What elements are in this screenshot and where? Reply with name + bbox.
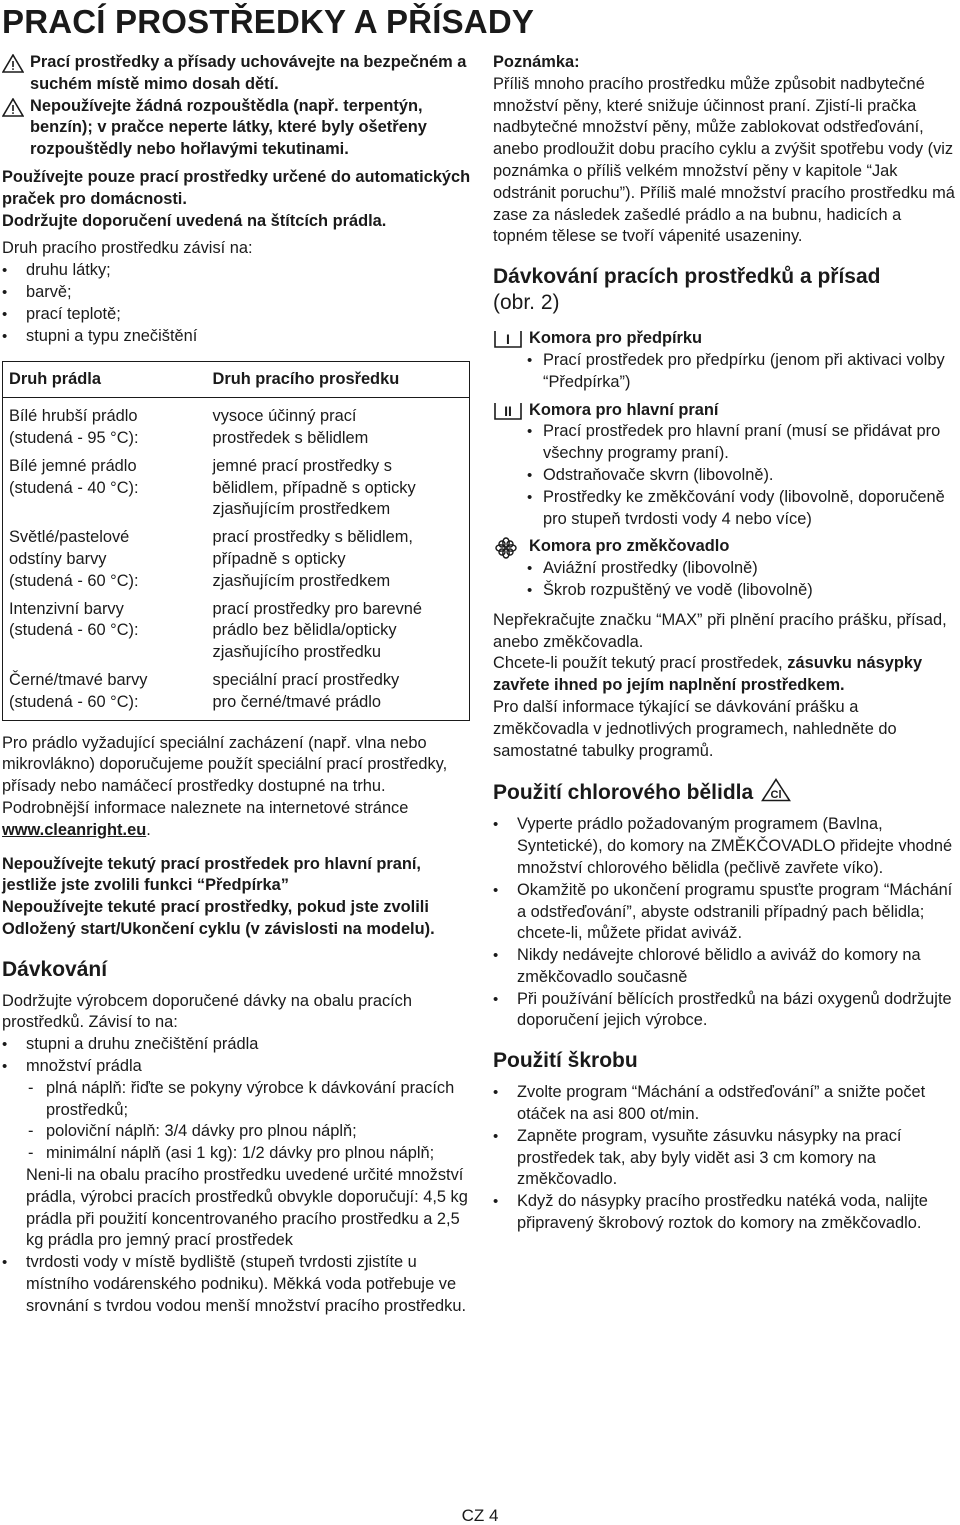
table-header-laundry: Druh prádla bbox=[3, 362, 207, 398]
starch-item: • Zvolte program “Máchání a odstřeďování” a snižte počet otáček na asi 800 ot/min. bbox=[493, 1082, 955, 1126]
chamber-title: Komora pro předpírku bbox=[529, 329, 703, 348]
table-row bbox=[3, 527, 470, 598]
table-cell-detergent: prací prostředky pro barevné prádlo bez bělidla/opticky zjasňujícího prostředku bbox=[212, 599, 423, 662]
dosing-heading: Dávkování bbox=[2, 957, 108, 981]
figure-reference: (obr. 2) bbox=[493, 291, 560, 315]
table-cell-laundry: Černé/tmavé barvy (studená - 60 °C): bbox=[9, 670, 148, 711]
table-cell-detergent: speciální prací prostředky pro černé/tmavé prádlo bbox=[212, 670, 400, 711]
more-info-text: Podrobnější informace naleznete na internetové stránce www.cleanright.eu. bbox=[2, 798, 409, 839]
depends-item: • prací teplotě; bbox=[2, 304, 472, 326]
max-mark-text: Nepřekračujte značku “MAX” při plnění pracího prášku, přísad, anebo změkčovadla. bbox=[493, 610, 947, 651]
page-number: CZ 4 bbox=[461, 1506, 499, 1525]
chlorine-item: • Okamžitě po ukončení programu spusťte program “Máchání a odstřeďování”, abyste odstranili případný pach bělidla; chcete-li, můžete přidat aviváž. bbox=[493, 880, 955, 945]
svg-text:I: I bbox=[506, 331, 510, 348]
chamber-item: • Škrob rozpuštěný ve vodě (libovolně) bbox=[493, 580, 955, 602]
table-cell-laundry: Bílé jemné prádlo (studená - 40 °C): bbox=[9, 456, 139, 497]
special-care-text: Pro prádlo vyžadující speciální zacházení (např. vlna nebo mikrovlákno) doporučujeme použít speciální prací prostředky, přísady nebo namáčecí prostředky dostupné na trhu. bbox=[2, 733, 448, 796]
table-cell-detergent: vysoce účinný prací prostředek s bělidlem bbox=[212, 407, 369, 447]
chlorine-bleach-icon bbox=[761, 778, 791, 802]
table-row bbox=[3, 670, 470, 720]
more-info-text: Pro další informace týkající se dávkování prášku a změkčovadla v jednotlivých programech, nahledněte do samostatné tabulky programů. bbox=[493, 697, 897, 760]
table-row bbox=[3, 398, 470, 456]
depends-item: • stupni a typu znečištění bbox=[2, 326, 472, 348]
prewash-chamber bbox=[493, 328, 955, 350]
dosing-subitem: - poloviční náplň: 3/4 dávky pro plnou náplň; bbox=[2, 1121, 472, 1143]
table-row bbox=[3, 599, 470, 670]
dosing-subitem: - plná náplň: řiďte se pokyny výrobce k dávkování pracích prostředků; bbox=[2, 1078, 472, 1122]
table-cell-detergent: jemné prací prostředky s bělidlem, případně s opticky zjasňujícím prostředkem bbox=[212, 456, 416, 519]
note-text: Příliš mnoho pracího prostředku může způsobit nadbytečné množství pěny, které snižuje účinnost praní. Zjistí-li pračka nadbytečné množství pěny, může zablokovat odstřeďování, anebo prodloužit dobu pracího cyklu a zvýšit spotřebu vody (viz poznámka o příliš velkém množství pěny v kapitole “Jak odstránit poruchu”). Příliš malé množství pracího prostředku má zase za následek zašedlé prádlo a na bubnu, hadicích a topném tělese se tvoří vápenité usazeniny. bbox=[493, 74, 955, 246]
dosing-item: • množství prádla bbox=[2, 1056, 472, 1078]
right-column bbox=[493, 52, 955, 1235]
table-header-detergent: Druh pracího prosředku bbox=[207, 362, 470, 398]
svg-text:II: II bbox=[504, 402, 512, 419]
dosing-subitem: - minimální náplň (asi 1 kg): 1/2 dávky pro plnou náplň; bbox=[2, 1143, 472, 1165]
chlorine-heading: Použití chlorového bělidla Cl bbox=[493, 778, 955, 806]
warning-children bbox=[2, 52, 472, 96]
page-title: PRACÍ PROSTŘEDKY A PŘÍSADY bbox=[2, 3, 535, 40]
table-cell-laundry: Světlé/pastelové odstíny barvy (studená - 60 °C): bbox=[9, 528, 139, 590]
chamber-item: • Aviážní prostředky (libovolně) bbox=[493, 558, 955, 580]
dosing-item: • stupni a druhu znečištění prádla bbox=[2, 1034, 472, 1056]
depends-intro: Druh pracího prostředku závisí na: bbox=[2, 239, 253, 258]
left-column bbox=[2, 52, 472, 1318]
note-title: Poznámka: bbox=[493, 53, 580, 71]
table-row bbox=[3, 456, 470, 527]
chamber-title: Komora pro změkčovadlo bbox=[529, 537, 730, 556]
chamber-item: • Odstraňovače skvrn (libovolně). bbox=[493, 465, 955, 487]
starch-item: • Když do násypky pracího prostředku natéká voda, nalijte připravený škrobový roztok do komory na změkčovadlo. bbox=[493, 1191, 955, 1235]
dosing-note: Neni-li na obalu pracího prostředku uvedené určité množství prádla, výrobci pracích prostředků obvykle doporučují: 4,5 kg prádla při použití koncentrovaného pracího prostředku a 2,5 kg prádla pro jemný prací prostředek bbox=[26, 1166, 468, 1250]
warning-solvents-text: Nepoužívejte žádná rozpouštědla (např. terpentýn, benzín); v pračce neperte látky, které byly ošetřeny rozpouštědly nebo hořlavými tekutinami. bbox=[30, 96, 427, 159]
detergent-table bbox=[2, 361, 470, 720]
chlorine-item: • Nikdy nedávejte chlorové bělidlo a aviváž do komory na změkčovadlo současně bbox=[493, 945, 955, 989]
depends-item: • druhu látky; bbox=[2, 260, 472, 282]
liquid-detergent-text: Chcete-li použít tekutý prací prostředek, zásuvku násypky zavřete ihned po jejím naplnění prostředkem. bbox=[493, 654, 923, 695]
no-liquid-prewash-text: Nepoužívejte tekutý prací prostředek pro hlavní praní, jestliže jste zvolili funkci “Předpírka” bbox=[2, 854, 421, 895]
chamber-item: • Prostředky ke změkčování vody (libovolně, doporučeně pro stupeň tvrdosti vody 4 nebo více) bbox=[493, 487, 955, 531]
use-only-text: Používejte pouze prací prostředky určené do automatických praček pro domácnosti. bbox=[2, 167, 471, 208]
dispenser-heading: Dávkování pracích prostředků a přísad (obr. 2) bbox=[493, 265, 881, 315]
chamber-item: • Prací prostředek pro hlavní praní (musí se přidávat pro všechny programy praní). bbox=[493, 421, 955, 465]
table-cell-detergent: prací prostředky s bělidlem, případně s opticky zjasňujícím prostředkem bbox=[212, 528, 413, 590]
table-cell-laundry: Bílé hrubší prádlo (studená - 95 °C): bbox=[9, 407, 139, 447]
warning-solvents bbox=[2, 96, 472, 161]
warning-triangle-icon bbox=[2, 54, 24, 73]
dosing-item: • tvrdosti vody v místě bydliště (stupeň tvrdosti zjistíte u místního vodárenského podniku). Měkká voda potřebuje ve srovnání s tvrdou vodou menší množství pracího prostředku. bbox=[2, 1252, 472, 1317]
svg-text:Cl: Cl bbox=[770, 789, 782, 802]
softener-chamber bbox=[493, 536, 955, 558]
no-liquid-delay-text: Nepoužívejte tekuté prací prostředky, pokud jste zvolili Odložený start/Ukončení cyklu (v závislosti na modelu). bbox=[2, 898, 435, 938]
depends-item: • barvě; bbox=[2, 282, 472, 304]
dosing-intro: Dodržujte výrobcem doporučené dávky na obalu pracích prostředků. Závisí to na: bbox=[2, 991, 412, 1032]
warning-children-text: Prací prostředky a přísady uchovávejte na bezpečném a suchém místě mimo dosah dětí. bbox=[30, 53, 467, 93]
chamber-item: • Prací prostředek pro předpírku (jenom při aktivaci volby “Předpírka”) bbox=[493, 350, 955, 394]
table-cell-laundry: Intenzivní barvy (studená - 60 °C): bbox=[9, 599, 139, 640]
mainwash-chamber bbox=[493, 400, 955, 422]
chamber-title: Komora pro hlavní praní bbox=[529, 400, 719, 419]
chlorine-item: • Vyperte prádlo požadovaným programem (Bavlna, Syntetické), do komory na ZMĚKČOVADLO přidejte vhodné množství chlorového bělidla (pečlivě zavřete víko). bbox=[493, 814, 955, 879]
warning-triangle-icon bbox=[2, 98, 24, 117]
starch-heading: Použití škrobu bbox=[493, 1049, 638, 1073]
cleanright-link[interactable]: www.cleanright.eu bbox=[2, 820, 147, 839]
starch-item: • Zapněte program, vysuňte zásuvku násypky na prací prostředek tak, aby byly vidět asi 3 cm komory na změkčovadlo. bbox=[493, 1126, 955, 1191]
follow-labels-text: Dodržujte doporučení uvedená na štítcích prádla. bbox=[2, 211, 387, 230]
chlorine-item: • Při používání bělících prostředků na bázi oxygenů dodržujte doporučení jejich výrobce. bbox=[493, 989, 955, 1033]
